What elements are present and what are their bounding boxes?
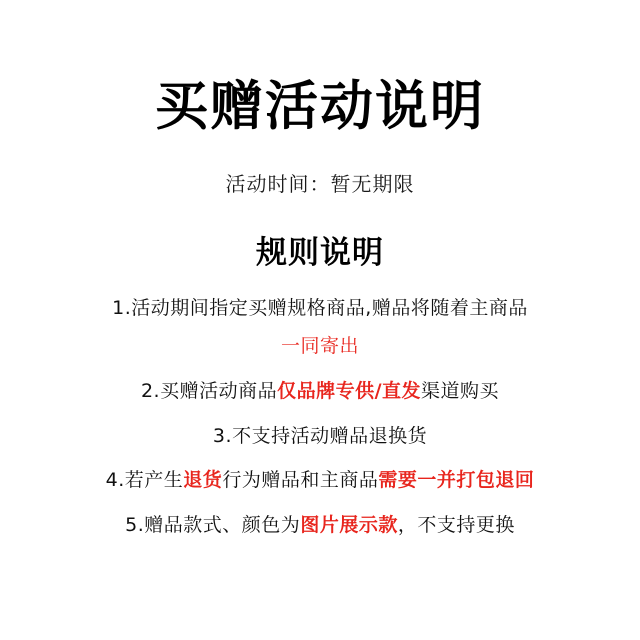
activity-time-line: [226, 168, 415, 197]
rule-2-highlight: 仅品牌专供/直发: [277, 380, 422, 403]
page-title: 买赠活动说明: [155, 76, 485, 137]
rule-5-highlight: 图片展示款: [300, 513, 398, 536]
rule-2-text-after: 渠道购买: [421, 380, 500, 403]
rules-list: [0, 294, 640, 555]
rule-1-highlight: 一同寄出: [280, 334, 359, 357]
rule-3-text: 不支持活动赠品退换货: [232, 424, 428, 447]
activity-time-value: 暂无期限: [330, 172, 415, 197]
rule-1-highlight-line: [20, 333, 620, 360]
rule-1-text: 活动期间指定买赠规格商品,赠品将随着主商品: [131, 297, 528, 320]
rule-2-index: 2.: [140, 380, 161, 403]
rule-item-5: [20, 511, 620, 540]
rule-4-text-before: 若产生: [124, 469, 184, 492]
activity-time-label: 活动时间：: [225, 172, 331, 197]
rule-4-text-middle: 行为赠品和主商品: [222, 469, 379, 492]
rule-5-text-before: 赠品款式、颜色为: [144, 513, 301, 536]
rule-item-2: [20, 377, 620, 406]
rule-item-3: [20, 422, 620, 451]
rule-3-index: 3.: [212, 424, 233, 447]
section-title-rules: 规则说明: [256, 235, 384, 272]
rule-item-1: [20, 294, 620, 323]
rule-item-4: [20, 466, 620, 495]
rule-5-index: 5.: [125, 513, 145, 536]
rule-4-highlight-package: 需要一并打包退回: [378, 469, 535, 492]
rule-2-text-before: 买赠活动商品: [160, 380, 278, 403]
rule-4-highlight-return: 退货: [183, 469, 223, 492]
rule-4-index: 4.: [105, 469, 125, 492]
rule-5-text-after: ，不支持更换: [397, 513, 515, 536]
rule-1-index: 1.: [112, 297, 132, 320]
